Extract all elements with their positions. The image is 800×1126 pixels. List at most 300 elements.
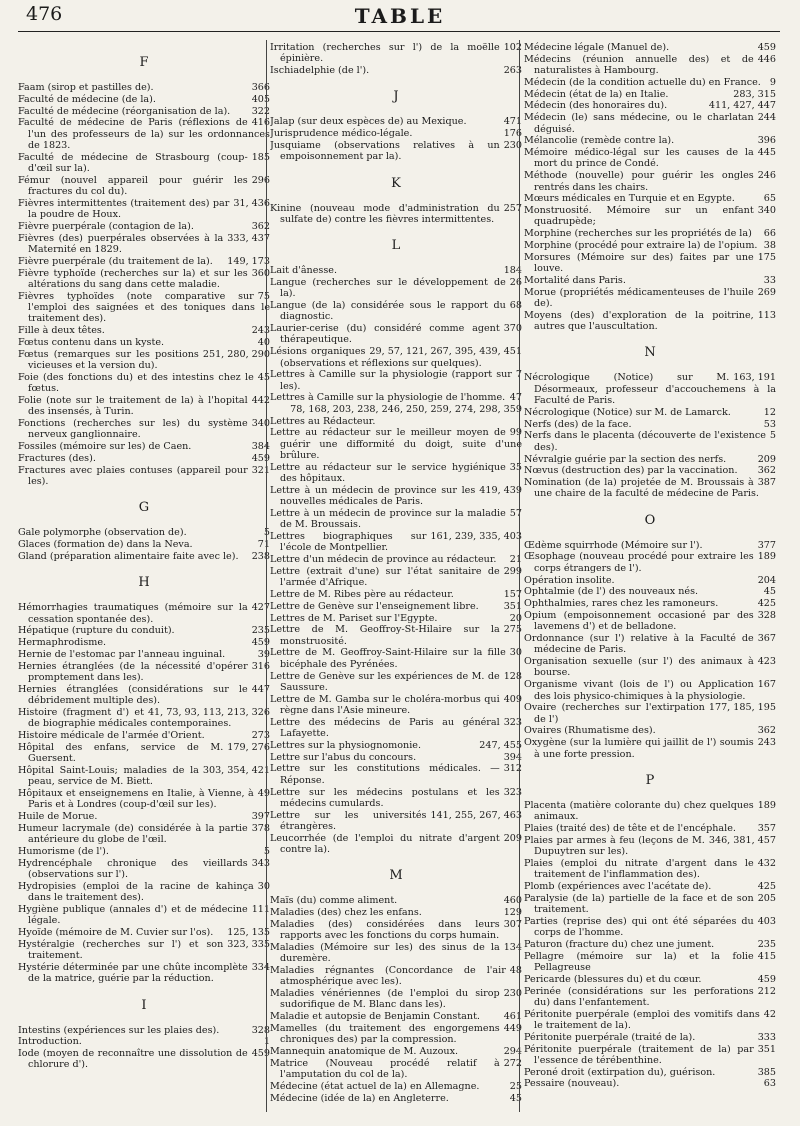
- entry-text: Lettre de M. Geoffroy-St-Hilaire sur la monstruosité.: [270, 624, 500, 647]
- index-entry: [270, 265, 522, 276]
- entry-pages: 251, 280, 290: [202, 348, 270, 360]
- entry-text: Jalap (sur deux espèces de) au Mexique.: [270, 116, 467, 128]
- entry-pages: 47: [509, 392, 522, 404]
- entry-text: Morphine (procédé pour extraire la) de l'opium.: [524, 240, 758, 252]
- entry-pages: 427: [251, 602, 270, 614]
- entry-text: Nœvus (destruction des) par la vaccination.: [524, 465, 738, 477]
- entry-text: Morsures (Mémoire sur des) faites par une louve.: [524, 251, 754, 275]
- index-entry: [18, 233, 270, 256]
- entry-text: Kinine (nouveau mode d'administration du sulfate de) contre les fièvres intermittentes.: [270, 202, 500, 225]
- entry-text: Moyens (des) d'exploration de la poitrine, autres que l'auscultation.: [524, 309, 754, 333]
- entry-pages: 230: [503, 139, 522, 151]
- entry-pages: 230: [503, 988, 522, 1000]
- entry-text: Iode (moyen de reconnaître une dissolution de chlorure d').: [18, 1048, 248, 1071]
- index-entry: [524, 193, 776, 204]
- entry-pages: 323: [503, 716, 522, 728]
- page-number: 476: [26, 3, 63, 25]
- entry-pages: 416: [251, 117, 270, 129]
- entry-text: Faculté de médecine de Paris (réflexions de l'un des professeurs de la) sur les ordonnances de 1823.: [18, 117, 270, 151]
- entry-text: Hernies étranglées (de la nécessité d'opérer promptement dans les).: [18, 660, 248, 684]
- index-entry: [270, 647, 522, 670]
- entry-pages: 63: [763, 1078, 776, 1090]
- index-entry: [18, 1025, 270, 1036]
- entry-text: Oxygène (sur la lumière qui jaillit de l') soumis à une forte pression.: [524, 737, 754, 760]
- entry-pages: 461: [503, 1011, 522, 1023]
- index-entry: [270, 601, 522, 612]
- entry-text: Lettres à Camille sur la physiologie de l'homme.: [270, 392, 506, 404]
- entry-pages: 71: [257, 539, 270, 551]
- index-entry: [524, 42, 776, 53]
- header-rule: [18, 31, 780, 32]
- index-entry: [18, 256, 270, 267]
- index-column-1: [18, 42, 270, 1112]
- entry-pages: 387: [757, 477, 776, 489]
- index-entry: [524, 893, 776, 916]
- entry-pages: 459: [251, 453, 270, 464]
- entry-text: Fractures avec plaies contuses (appareil pour les).: [18, 464, 248, 488]
- index-entry: [524, 823, 776, 834]
- entry-pages: 333: [757, 1031, 776, 1043]
- entry-text: Laurier-cerise (du) considéré comme agent thérapeutique.: [270, 323, 500, 346]
- column-divider: [519, 40, 520, 1112]
- entry-text: Plaies par armes à feu (leçons de M. Dupuytren sur les).: [524, 834, 705, 858]
- entry-pages: 184: [503, 265, 522, 277]
- index-entry: [18, 1048, 270, 1071]
- entry-text: Hyoïde (mémoire de M. Cuvier sur l'os).: [18, 927, 214, 939]
- section-letter: N: [644, 345, 656, 361]
- entry-pages: 411, 427, 447: [708, 100, 776, 112]
- entry-pages: 459: [251, 637, 270, 649]
- entry-text: Pellagre (mémoire sur la) et la folie Pellagreuse: [524, 950, 754, 973]
- entry-text: Médecin (des honoraires du).: [524, 100, 668, 112]
- entry-pages: 161, 239, 335, 403: [430, 531, 522, 542]
- entry-text: Médecin (de la condition actuelle du) en France.: [524, 76, 761, 88]
- entry-pages: 7: [515, 369, 522, 381]
- entry-pages: 189: [757, 799, 776, 811]
- index-entry: [18, 372, 270, 395]
- index-entry: [18, 811, 270, 822]
- entry-pages: 175: [757, 251, 776, 263]
- entry-pages: 5: [263, 846, 270, 858]
- entry-text: Fonctions (recherches sur les) du système nerveux ganglionnaire.: [18, 418, 248, 441]
- index-entry: [270, 1093, 522, 1104]
- entry-text: Hépatique (rupture du conduit).: [18, 625, 175, 637]
- entry-text: Introduction.: [18, 1036, 82, 1048]
- entry-pages: 257: [503, 202, 522, 214]
- entry-text: Hygiène publique (annales d') et de médecine légale.: [18, 904, 248, 927]
- entry-pages: 303, 354, 421: [202, 764, 270, 776]
- index-entry: [270, 203, 522, 226]
- entry-pages: 272: [503, 1057, 522, 1069]
- index-column-2: [270, 42, 522, 1112]
- entry-pages: 12: [763, 406, 776, 418]
- entry-pages: 446: [757, 53, 776, 65]
- index-entry: [18, 823, 270, 846]
- index-entry: [270, 613, 522, 624]
- entry-text: Nomination (de la) projetée de M. Broussais à une chaire de la faculté de médecine de Paris.: [524, 477, 759, 500]
- entry-pages: 283, 315: [733, 88, 776, 100]
- index-entry: [524, 679, 776, 702]
- entry-text: Faculté de médecine de Strasbourg (coup-d'œil sur la).: [18, 151, 248, 175]
- entry-text: Lettre de M. Ribes père au rédacteur.: [270, 588, 454, 600]
- entry-text: Mamelles (du traitement des engorgemens chroniques des) par la compression.: [270, 1023, 500, 1046]
- index-entry: [270, 65, 522, 76]
- entry-text: Hydrencéphale chronique des vieillards (observations sur l').: [18, 857, 248, 881]
- index-entry: [18, 904, 270, 927]
- index-entry: [18, 927, 270, 938]
- entry-text: Hydropisies (emploi de la racine de kahinça dans le traitement des).: [18, 880, 254, 904]
- entry-text: Opération insolite.: [524, 574, 615, 586]
- entry-text: Paralysie (de la) partielle de la face et de son traitement.: [524, 892, 754, 915]
- entry-text: Lettre au rédacteur sur le service hygiénique des hôpitaux.: [270, 461, 506, 485]
- entry-pages: 351: [757, 1043, 776, 1055]
- index-entry: [524, 598, 776, 609]
- index-entry: [524, 1032, 776, 1043]
- entry-pages: 340: [757, 205, 776, 217]
- index-entry: [270, 300, 522, 323]
- entry-text: Lettre sur l'abus du concours.: [270, 751, 417, 763]
- entry-pages: 296: [251, 174, 270, 186]
- entry-pages: 204: [757, 574, 776, 586]
- entry-pages: 403: [757, 915, 776, 927]
- index-entry: [524, 54, 776, 77]
- entry-text: Plaies (emploi du nitrate d'argent dans le traitement de l'inflammation des).: [524, 857, 754, 881]
- index-entry: [270, 1046, 522, 1057]
- entry-pages: 177, 185, 195: [708, 702, 776, 714]
- entry-pages: 244: [757, 112, 776, 124]
- index-entry: [524, 1009, 776, 1032]
- entry-text: Ordonnance (sur l') relative à la Faculté de médecine de Paris.: [524, 633, 754, 656]
- entry-pages: 294: [503, 1046, 522, 1058]
- entry-pages: 307: [503, 918, 522, 930]
- index-entry: [18, 82, 270, 93]
- section-letter: M: [389, 868, 403, 884]
- entry-text: Méthode (nouvelle) pour guérir les ongles rentrés dans les chairs.: [524, 170, 754, 193]
- entry-text: Histoire médicale de l'armée d'Orient.: [18, 730, 205, 742]
- index-entry: [18, 337, 270, 348]
- index-entry: [18, 684, 270, 707]
- index-entry: [524, 540, 776, 551]
- entry-pages: 323, 335: [227, 938, 270, 950]
- entry-pages: 362: [251, 221, 270, 233]
- entry-pages: 35: [509, 461, 522, 473]
- entry-text: Pericarde (blessures du) et du cœur.: [524, 973, 702, 985]
- index-entry: [18, 291, 270, 325]
- entry-text: Ophthalmies, rares chez les ramoneurs.: [524, 598, 719, 610]
- entry-pages: 333, 437: [227, 232, 270, 244]
- section-letter: L: [391, 238, 401, 254]
- entry-text: Faculté de médecine (réorganisation de la).: [18, 105, 231, 117]
- index-entry: [524, 586, 776, 597]
- entry-pages: 321: [251, 464, 270, 476]
- index-entry: [270, 942, 522, 965]
- entry-text: Plomb (expériences avec l'acétate de).: [524, 880, 712, 892]
- entry-text: Jusquiame (observations relatives à un empoisonnement par la).: [270, 139, 500, 163]
- entry-pages: 360: [251, 267, 270, 279]
- index-entry: [18, 707, 270, 730]
- entry-text: Organisme vivant (lois de l') ou Application des lois physico-chimiques à la physiologie.: [524, 679, 754, 702]
- entry-text: Plaies (traité des) de tête et de l'encéphale.: [524, 822, 736, 834]
- entry-pages: 425: [757, 880, 776, 892]
- entry-text: Fœtus contenu dans un kyste.: [18, 337, 165, 349]
- entry-pages: 447: [251, 683, 270, 695]
- entry-text: Lettre à un médecin de province sur la maladie de M. Broussais.: [270, 507, 506, 531]
- entry-text: Maladies (Mémoire sur les) des sinus de la duremère.: [270, 942, 500, 965]
- entry-text: Lettres de M. Pariset sur l'Egypte.: [270, 612, 438, 624]
- entry-pages: 362: [757, 725, 776, 737]
- index-entry: [270, 919, 522, 942]
- entry-text: Hernies étranglées (considérations sur le débridement multiple des).: [18, 683, 248, 707]
- entry-text: Morue (propriétés médicamenteuses de l'huile de).: [524, 286, 754, 310]
- index-entry: [18, 637, 270, 648]
- entry-pages: 351: [503, 600, 522, 612]
- index-entry: [18, 94, 270, 105]
- entry-text: Fièvres typhoïdes (note comparative sur l'emploi des saignées et des toniques dans le traitement des).: [18, 290, 270, 325]
- entry-text: Fièvre puerpérale (contagion de la).: [18, 221, 194, 233]
- index-entry: [524, 112, 776, 135]
- index-entry: [524, 228, 776, 239]
- entry-text: Lettres au Rédacteur.: [270, 415, 376, 427]
- entry-pages: 449: [503, 1023, 522, 1035]
- index-entry: [18, 539, 270, 550]
- entry-text: Péritonite puerpérale (emploi des vomitifs dans le traitement de la).: [524, 1008, 760, 1031]
- entry-text: Médecine (idée de la) en Angleterre.: [270, 1092, 449, 1104]
- entry-text: Mœurs médicales en Turquie et en Egypte.: [524, 193, 735, 205]
- index-entry: [270, 485, 522, 508]
- index-entry: [524, 974, 776, 985]
- entry-text: Médecins (réunion annuelle des) et de naturalistes à Hambourg.: [524, 53, 754, 77]
- entry-pages: 459: [757, 42, 776, 53]
- section-letter: P: [645, 772, 655, 788]
- entry-pages: 385: [757, 1066, 776, 1078]
- entry-text: Placenta (matière colorante du) chez quelques animaux.: [524, 799, 754, 823]
- index-entry: [18, 939, 270, 962]
- index-entry: [18, 268, 270, 291]
- index-entry: [524, 240, 776, 251]
- index-entry: [270, 42, 522, 65]
- entry-pages: 53: [763, 418, 776, 430]
- entry-pages: 405: [251, 93, 270, 105]
- index-entry: [524, 551, 776, 574]
- entry-pages: 235: [251, 625, 270, 637]
- entry-pages: 45: [257, 371, 270, 383]
- index-entry: [524, 430, 776, 453]
- entry-text: Gale polymorphe (observation de).: [18, 527, 187, 539]
- entry-text: Lettre à un médecin de province sur les nouvelles médicales de Paris.: [270, 484, 476, 508]
- index-entry: [18, 1036, 270, 1047]
- entry-pages: 459: [757, 973, 776, 985]
- entry-text: Irritation (recherches sur l') de la moëlle épinière.: [270, 42, 500, 65]
- entry-pages: 29, 57, 121, 267, 395, 439, 451: [369, 346, 522, 358]
- entry-pages: 366: [251, 82, 270, 93]
- section-letter: F: [139, 55, 149, 70]
- index-entry: [524, 951, 776, 974]
- index-entry: [270, 589, 522, 600]
- index-entry: [270, 531, 522, 554]
- entry-text: Organisation sexuelle (sur l') des animaux à bourse.: [524, 656, 754, 679]
- entry-pages: 1: [263, 1036, 270, 1048]
- index-entry: [270, 404, 522, 427]
- index-entry: [270, 277, 522, 300]
- entry-text: Maladies régnantes (Concordance de l'air atmosphérique avec les).: [270, 965, 506, 988]
- entry-pages: 362: [757, 465, 776, 477]
- index-entry: [524, 275, 776, 286]
- index-entry: [270, 740, 522, 751]
- entry-pages: 432: [757, 857, 776, 869]
- index-entry: [524, 1067, 776, 1078]
- index-entry: [270, 140, 522, 163]
- index-entry: [524, 407, 776, 418]
- entry-text: Jurisprudence médico-légale.: [270, 128, 413, 140]
- entry-text: Lettres sur la physiognomonie.: [270, 739, 422, 751]
- entry-text: Hermaphrodisme.: [18, 637, 107, 649]
- entry-text: Nécrologique (Notice) sur M. Désormeaux, professeur d'accouchemens à la Faculté de Paris.: [524, 372, 776, 407]
- entry-pages: 312: [503, 763, 522, 775]
- index-entry: [18, 152, 270, 175]
- index-entry: [18, 175, 270, 198]
- entry-text: Lésions organiques (observations et réflexions sur quelques).: [270, 346, 482, 369]
- entry-pages: 243: [251, 325, 270, 337]
- entry-pages: 460: [503, 895, 522, 907]
- entry-text: Leucorrhée (de l'emploi du nitrate d'argent contre la).: [270, 832, 500, 856]
- entry-pages: 377: [757, 539, 776, 551]
- entry-pages: 141, 255, 267, 463: [430, 809, 522, 821]
- index-entry: [270, 624, 522, 647]
- entry-pages: 397: [251, 811, 270, 823]
- index-entry: [18, 765, 270, 788]
- entry-pages: 163, 191: [733, 372, 776, 384]
- section-letter: G: [138, 500, 150, 516]
- index-entry: [524, 656, 776, 679]
- index-entry: [270, 671, 522, 694]
- entry-text: Lettre des médecins de Paris au général Lafayette.: [270, 716, 500, 740]
- entry-text: Lettre de M. Gamba sur le choléra-morbus qui règne dans l'Asie mineure.: [270, 693, 500, 716]
- index-entry: [524, 252, 776, 275]
- entry-text: Lettres biographiques sur l'école de Montpellier.: [270, 531, 427, 554]
- entry-text: Maladies (des) chez les enfans.: [270, 907, 422, 919]
- column-divider: [266, 40, 267, 1112]
- entry-pages: 39: [257, 648, 270, 660]
- entry-text: Médecin (état de la) en Italie.: [524, 88, 669, 100]
- entry-pages: 340: [251, 418, 270, 430]
- index-entry: [270, 694, 522, 717]
- entry-text: Faculté de médecine (de la).: [18, 93, 156, 105]
- index-entry: [524, 702, 776, 725]
- entry-pages: 357: [757, 822, 776, 834]
- section-letter: I: [141, 997, 147, 1013]
- index-entry: [270, 763, 522, 786]
- page-title: TABLE: [354, 4, 446, 28]
- entry-pages: 209: [503, 832, 522, 844]
- index-entry: [18, 395, 270, 418]
- index-entry: [18, 349, 270, 372]
- entry-pages: 269: [757, 286, 776, 298]
- entry-pages: 378: [251, 822, 270, 834]
- entry-text: Ovaire (recherches sur l'extirpation de l'): [524, 702, 705, 725]
- index-entry: [270, 392, 522, 403]
- index-entry: [18, 465, 270, 488]
- entry-pages: 111: [251, 904, 270, 915]
- index-entry: [524, 858, 776, 881]
- entry-pages: 334: [251, 961, 270, 973]
- index-entry: [270, 717, 522, 740]
- entry-text: Monstruosité. Mémoire sur un enfant quadrupède;: [524, 205, 754, 228]
- entry-text: Foie (des fonctions du) et des intestins chez le fœtus.: [18, 371, 254, 395]
- entry-text: Fièvres (des) puerpérales observées à la Maternité en 1829.: [18, 232, 224, 256]
- entry-text: Lettre sur les médecins postulans et les médecins cumulards.: [270, 786, 500, 809]
- entry-pages: 459: [251, 1048, 270, 1060]
- entry-pages: 9: [769, 76, 776, 88]
- entry-text: Paturon (fracture du) chez une jument.: [524, 938, 715, 950]
- entry-pages: 42: [763, 1008, 776, 1020]
- entry-text: Ischiadelphie (de l').: [270, 65, 370, 77]
- entry-pages: 189: [757, 551, 776, 563]
- entry-text: Médecin (le) sans médecine, ou le charlatan déguisé.: [524, 112, 754, 135]
- entry-pages: 396: [757, 135, 776, 147]
- entry-pages: 5: [263, 527, 270, 539]
- entry-pages: 68: [509, 300, 522, 312]
- entry-text: Maladies vénériennes (de l'emploi du sirop sudorifique de M. Blanc dans les).: [270, 988, 500, 1011]
- entry-text: Gland (préparation alimentaire faite avec le).: [18, 550, 239, 562]
- index-entry: [18, 846, 270, 857]
- entry-pages: 394: [503, 751, 522, 763]
- index-entry: [524, 454, 776, 465]
- entry-text: Perinée (considérations sur les perforations du) dans l'enfantement.: [524, 985, 754, 1008]
- entry-text: Ovaires (Rhumatisme des).: [524, 725, 656, 737]
- entry-text: Mortalité dans Paris.: [524, 274, 626, 286]
- entry-text: Morphine (recherches sur les propriétés de la): [524, 228, 752, 240]
- index-entry: [18, 198, 270, 221]
- entry-pages: 205: [757, 892, 776, 904]
- entry-pages: 38: [763, 240, 776, 252]
- index-entry: [524, 881, 776, 892]
- entry-pages: 370: [503, 323, 522, 335]
- index-entry: [524, 1078, 776, 1089]
- index-entry: [270, 427, 522, 461]
- entry-pages: 185: [251, 151, 270, 163]
- entry-pages: 238: [251, 550, 270, 562]
- index-entry: [18, 881, 270, 904]
- section-letter: O: [644, 512, 656, 528]
- index-column-3: [524, 42, 776, 1112]
- entry-pages: 322: [251, 105, 270, 117]
- index-entry: [524, 147, 776, 170]
- entry-text: Lettres à Camille sur la physiologie (rapport sur les).: [270, 369, 512, 392]
- index-entry: [270, 1023, 522, 1046]
- entry-pages: 49: [257, 788, 270, 800]
- entry-pages: 247, 455: [479, 739, 522, 751]
- index-entry: [524, 725, 776, 736]
- entry-text: Lait d'ânesse.: [270, 265, 337, 277]
- index-entry: [524, 89, 776, 100]
- index-entry: [270, 907, 522, 918]
- entry-text: Langue (de la) considérée sous le rapport du diagnostic.: [270, 300, 506, 323]
- entry-text: Folie (note sur le traitement de la) à l'hopital des insensés, à Turin.: [18, 395, 248, 418]
- entry-text: Hôpital des enfans, service de M. Guersent.: [18, 741, 224, 765]
- entry-text: Fièvre typhoïde (recherches sur la) et sur les altérations du sang dans cette maladie.: [18, 267, 248, 291]
- index-entry: [270, 833, 522, 856]
- entry-pages: 384: [251, 441, 270, 453]
- entry-pages: 41, 73, 93, 113, 213, 326: [147, 706, 270, 718]
- entry-text: Fœtus (remarques sur les positions vicieuses et la version du).: [18, 348, 199, 372]
- index-entry: [270, 1058, 522, 1081]
- index-entry: [524, 310, 776, 333]
- index-entry: [18, 742, 270, 765]
- entry-text: Lettre d'un médecin de province au rédacteur.: [270, 554, 497, 566]
- entry-pages: 25: [509, 1081, 522, 1093]
- entry-pages: 129: [503, 907, 522, 919]
- entry-pages: 102: [503, 42, 522, 53]
